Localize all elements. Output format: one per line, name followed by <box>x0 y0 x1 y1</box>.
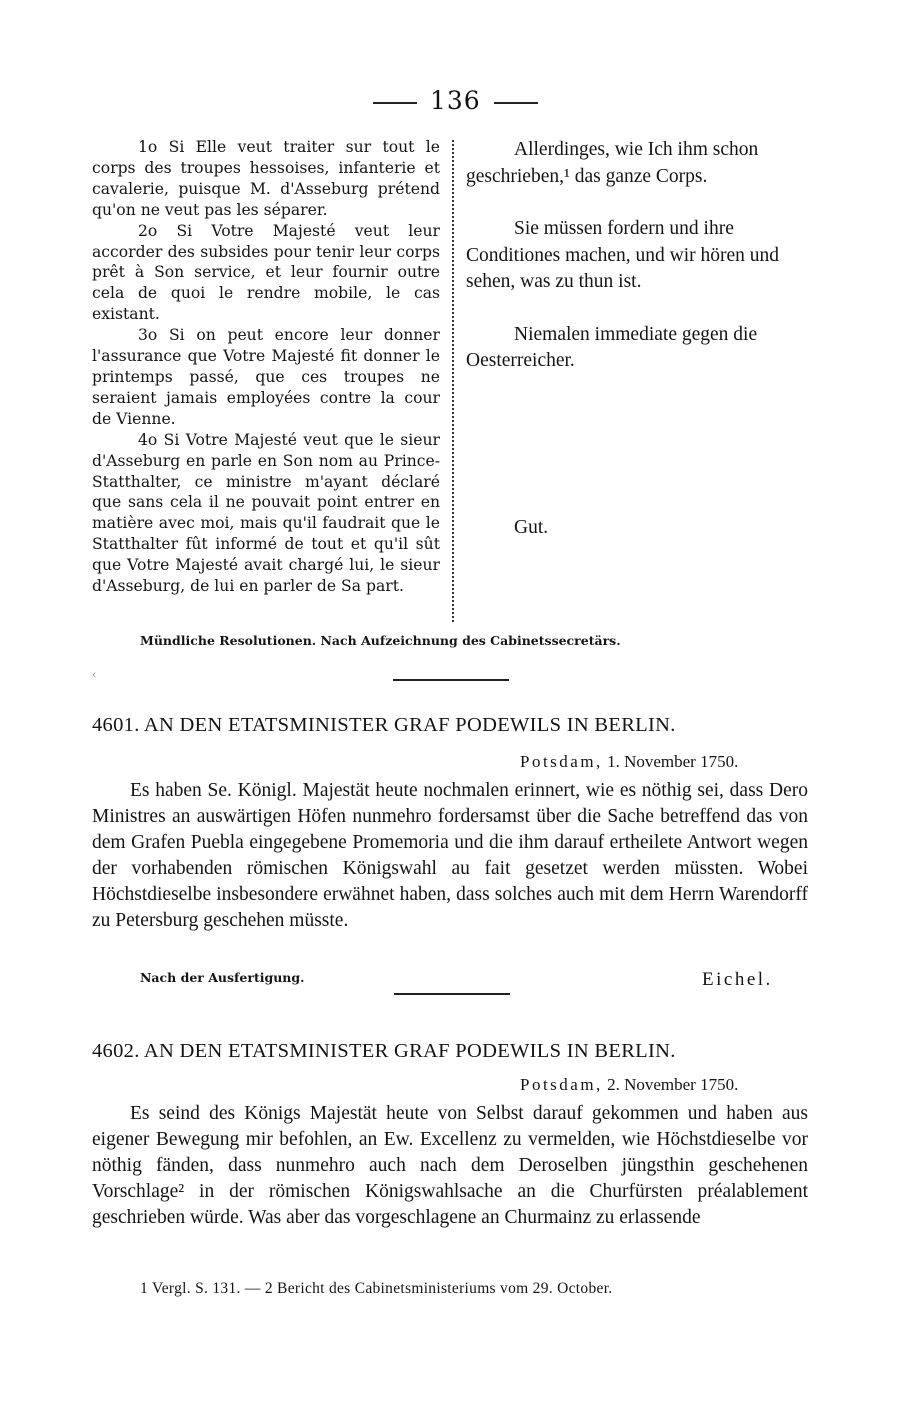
left-column-questions <box>92 137 440 597</box>
question-4: 4o Si Votre Majesté veut que le sieur d'Asseburg en parle en Son nom au Prince-Statthalter, ce ministre m'ayant déclaré que sans cela il ne pouvait point entrer en matière avec moi, mais qu'il faudrait que le Statthalter fût informé de tout et qu'il sût que Votre Majesté avait chargé lui, le sieur d'Asseburg, de lui en parler de Sa part. <box>92 430 440 596</box>
question-1: 1o Si Elle veut traiter sur tout le corps des troupes hessoises, infanterie et cavalerie, puisque M. d'Asseburg prétend qu'on ne veut pas les séparer. <box>92 138 440 219</box>
page-header <box>0 86 900 116</box>
doc-4602-dateline <box>520 1075 738 1095</box>
doc-4601-date: 1. November 1750. <box>607 752 739 771</box>
question-2: 2o Si Votre Majesté veut leur accorder des subsides pour tenir leur corps prêt à Son service, et leur fournir outre cela de quoi le rendre mobile, le cas existant. <box>92 221 440 324</box>
doc-4601-dateline <box>520 752 738 772</box>
doc-4601-source-note: Nach der Ausfertigung. <box>140 970 305 985</box>
header-dash-right <box>494 102 538 104</box>
stray-mark: ‹ <box>92 668 97 681</box>
resolution-1: Allerdinges, wie Ich ihm schon geschrieben,¹ das ganze Corps. <box>466 139 759 187</box>
resolution-2: Sie müssen fordern und ihre Conditiones machen, und wir hören und sehen, was zu thun ist. <box>466 218 780 292</box>
doc-4602-title: 4602. AN DEN ETATSMINISTER GRAF PODEWILS IN BERLIN. <box>92 1040 676 1062</box>
footnotes: 1 Vergl. S. 131. — 2 Bericht des Cabinetsministeriums vom 29. October. <box>140 1280 613 1297</box>
doc-4601-paragraph: Es haben Se. Königl. Majestät heute nochmalen erinnert, wie es nöthig sei, dass Dero Ministres an auswärtigen Höfen nunmehro fordersamst über die Sache betreffend das von dem Grafen Puebla eingegebene Promemoria und die ihm darauf ertheilete Antwort wegen der vorhabenden römischen Königswahl au fait gesetzet werden müssten. Wobei Höchstdieselbe insbesondere erwähnet haben, dass solches auch mit dem Herrn Warendorff zu Petersburg geschehen müsste. <box>92 780 808 931</box>
doc-4601-title: 4601. AN DEN ETATSMINISTER GRAF PODEWILS IN BERLIN. <box>92 714 676 736</box>
section-rule-1 <box>393 679 509 681</box>
resolution-3: Niemalen immediate gegen die Oesterreicher. <box>466 323 758 371</box>
resolution-4: Gut. <box>514 516 549 538</box>
column-divider <box>452 140 454 622</box>
source-note-resolutions: Mündliche Resolutionen. Nach Aufzeichnung des Cabinetssecretärs. <box>140 633 621 648</box>
section-rule-2 <box>394 993 510 995</box>
doc-4602-date: 2. November 1750. <box>607 1075 739 1094</box>
doc-4602-body <box>92 1101 808 1231</box>
right-column-resolutions <box>466 137 808 541</box>
doc-4601-signature: Eichel. <box>702 969 773 990</box>
doc-4601-place: Potsdam, <box>520 752 603 771</box>
header-dash-left <box>373 102 417 104</box>
doc-4602-paragraph: Es seind des Königs Majestät heute von Selbst darauf gekommen und haben aus eigener Bewegung mir befohlen, an Ew. Excellenz zu vermelden, wie Höchstdieselbe vor nöthig fänden, dass nunmehro auch nach dem Deroselben jüngsthin geschehenen Vorschlage² in der römischen Königswahlsache an die Churfürsten préalablement geschrieben würde. Was aber das vorgeschlagene an Churmainz zu erlassende <box>92 1103 808 1228</box>
doc-4601-body <box>92 778 808 933</box>
page-number: 136 <box>430 86 481 115</box>
question-3: 3o Si on peut encore leur donner l'assurance que Votre Majesté fit donner le printemps passé, que ces troupes ne seraient jamais employées contre la cour de Vienne. <box>92 326 440 428</box>
doc-4602-place: Potsdam, <box>520 1075 603 1094</box>
